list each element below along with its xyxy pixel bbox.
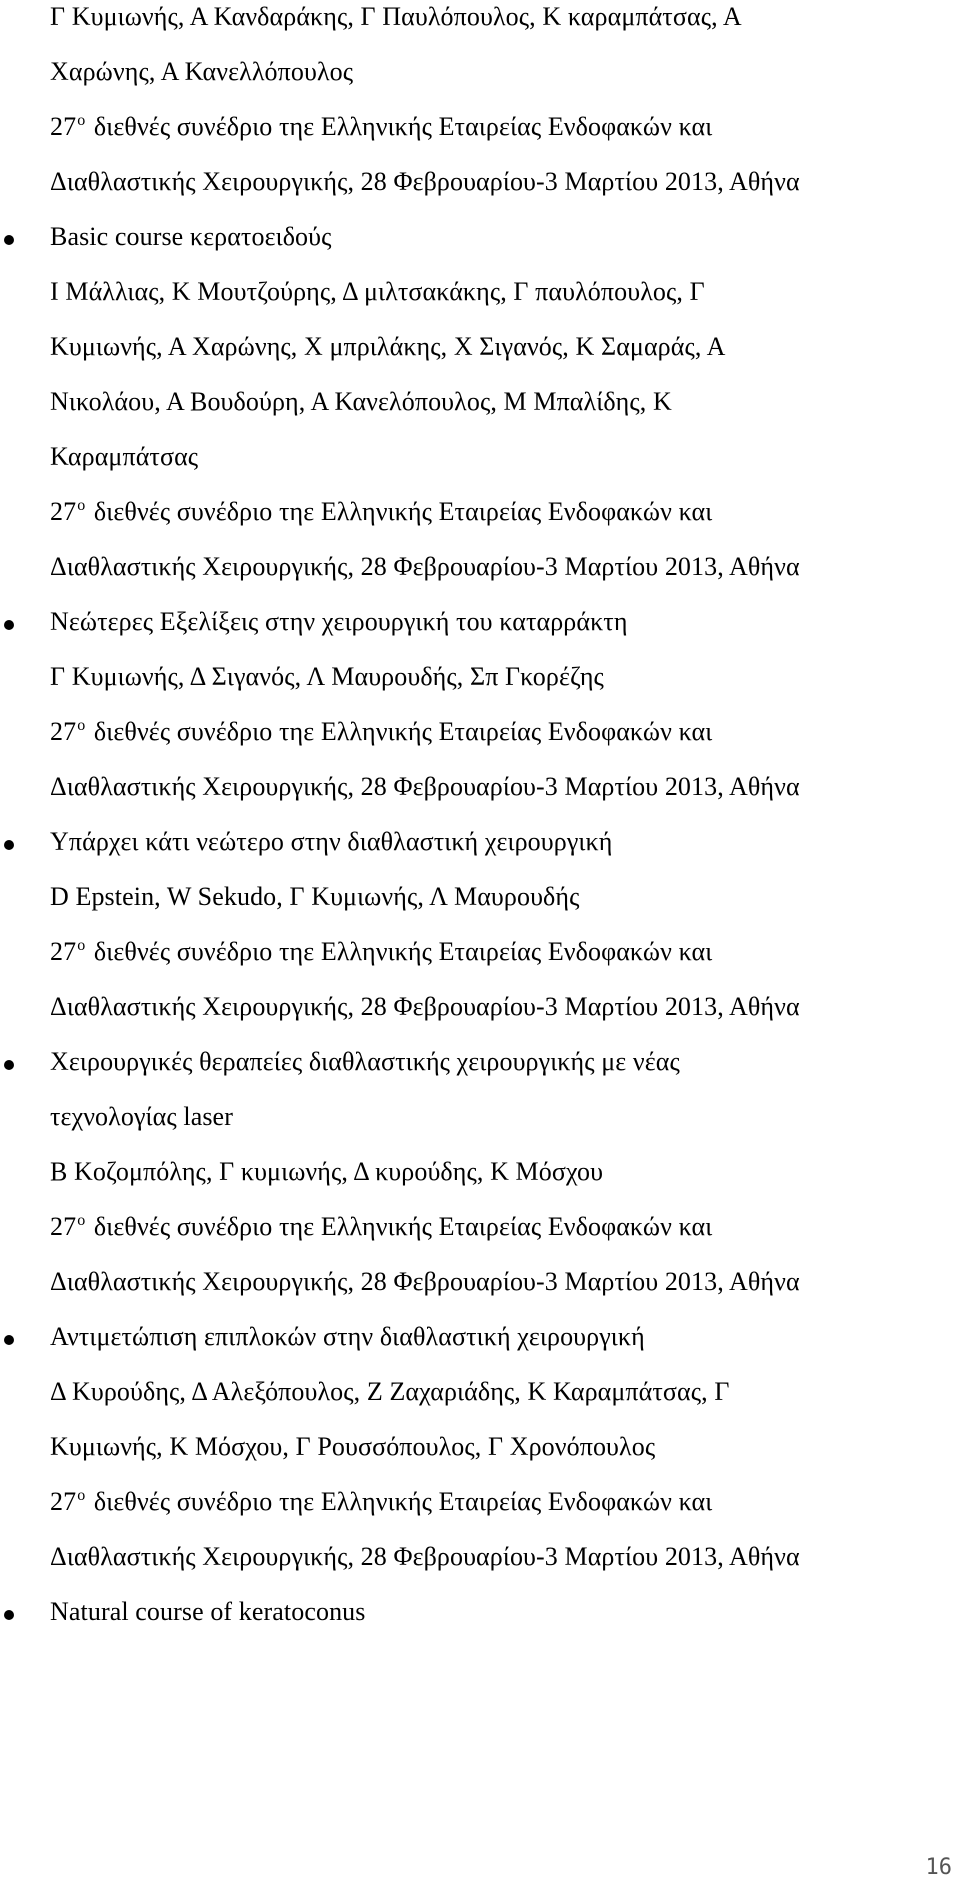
conference-line [50, 1212, 712, 1246]
bullet-icon [4, 235, 14, 245]
bullet-icon [4, 840, 14, 850]
bullet-icon [4, 1610, 14, 1620]
conference-line [50, 1487, 712, 1521]
authors-line: D Epstein, W Sekudo, Γ Κυμιωνής, Λ Μαυρουδής [50, 882, 580, 911]
conference-number: 27 [50, 112, 77, 141]
authors-line: Γ Κυμιωνής, Α Κανδαράκης, Γ Παυλόπουλος, Κ καραμπάτσας, Α [50, 2, 742, 31]
conference-text: διεθνές συνέδριο τηε Ελληνικής Εταιρείας Ενδοφακών και [93, 1487, 713, 1516]
conference-number: 27 [50, 937, 77, 966]
entry-title: Natural course of keratoconus [50, 1597, 366, 1626]
ordinal-superscript: ο [77, 1487, 86, 1504]
conference-number: 27 [50, 497, 77, 526]
ordinal-superscript: ο [77, 1212, 86, 1229]
conference-text: διεθνές συνέδριο τηε Ελληνικής Εταιρείας Ενδοφακών και [93, 497, 713, 526]
authors-line: Καραμπάτσας [50, 442, 199, 471]
conference-line: Διαθλαστικής Χειρουργικής, 28 Φεβρουαρίου-3 Μαρτίου 2013, Αθήνα [50, 1542, 800, 1571]
authors-line: Δ Κυρούδης, Δ Αλεξόπουλος, Ζ Ζαχαριάδης, Κ Καραμπάτσας, Γ [50, 1377, 730, 1406]
entry-title: Νεώτερες Εξελίξεις στην χειρουργική του καταρράκτη [50, 607, 628, 636]
conference-line: Διαθλαστικής Χειρουργικής, 28 Φεβρουαρίου-3 Μαρτίου 2013, Αθήνα [50, 167, 800, 196]
conference-number: 27 [50, 717, 77, 746]
conference-line: Διαθλαστικής Χειρουργικής, 28 Φεβρουαρίου-3 Μαρτίου 2013, Αθήνα [50, 772, 800, 801]
authors-line: Κυμιωνής, Α Χαρώνης, Χ μπριλάκης, Χ Σιγανός, Κ Σαμαράς, Α [50, 332, 726, 361]
ordinal-superscript: ο [77, 112, 86, 129]
conference-line [50, 497, 712, 531]
conference-text: διεθνές συνέδριο τηε Ελληνικής Εταιρείας Ενδοφακών και [93, 112, 713, 141]
entry-title: τεχνολογίας laser [50, 1102, 233, 1131]
bullet-icon [4, 1060, 14, 1070]
conference-line: Διαθλαστικής Χειρουργικής, 28 Φεβρουαρίου-3 Μαρτίου 2013, Αθήνα [50, 992, 800, 1021]
conference-text: διεθνές συνέδριο τηε Ελληνικής Εταιρείας Ενδοφακών και [93, 1212, 713, 1241]
entry-title: Υπάρχει κάτι νεώτερο στην διαθλαστική χειρουργική [50, 827, 613, 856]
ordinal-superscript: ο [77, 937, 86, 954]
bullet-icon [4, 620, 14, 630]
conference-text: διεθνές συνέδριο τηε Ελληνικής Εταιρείας Ενδοφακών και [93, 937, 713, 966]
conference-line [50, 717, 712, 751]
authors-line: Χαρώνης, Α Κανελλόπουλος [50, 57, 354, 86]
authors-line: Κυμιωνής, Κ Μόσχου, Γ Ρουσσόπουλος, Γ Χρονόπουλος [50, 1432, 656, 1461]
conference-line: Διαθλαστικής Χειρουργικής, 28 Φεβρουαρίου-3 Μαρτίου 2013, Αθήνα [50, 1267, 800, 1296]
page-number: 16 [925, 1855, 952, 1880]
conference-line [50, 112, 712, 146]
ordinal-superscript: ο [77, 717, 86, 734]
authors-line: Ι Μάλλιας, Κ Μουτζούρης, Δ μιλτσακάκης, Γ παυλόπουλος, Γ [50, 277, 705, 306]
conference-line [50, 937, 712, 971]
conference-line: Διαθλαστικής Χειρουργικής, 28 Φεβρουαρίου-3 Μαρτίου 2013, Αθήνα [50, 552, 800, 581]
conference-number: 27 [50, 1212, 77, 1241]
conference-number: 27 [50, 1487, 77, 1516]
bullet-icon [4, 1335, 14, 1345]
entry-title: Basic course κερατοειδούς [50, 222, 332, 251]
authors-line: Β Κοζομπόλης, Γ κυμιωνής, Δ κυρούδης, Κ Μόσχου [50, 1157, 604, 1186]
authors-line: Γ Κυμιωνής, Δ Σιγανός, Λ Μαυρουδής, Σπ Γκορέζης [50, 662, 604, 691]
entry-title: Χειρουργικές θεραπείες διαθλαστικής χειρουργικής με νέας [50, 1047, 680, 1076]
authors-line: Νικολάου, Α Βουδούρη, Α Κανελόπουλος, Μ Μπαλίδης, Κ [50, 387, 672, 416]
ordinal-superscript: ο [77, 497, 86, 514]
conference-text: διεθνές συνέδριο τηε Ελληνικής Εταιρείας Ενδοφακών και [93, 717, 713, 746]
entry-title: Αντιμετώπιση επιπλοκών στην διαθλαστική χειρουργική [50, 1322, 645, 1351]
